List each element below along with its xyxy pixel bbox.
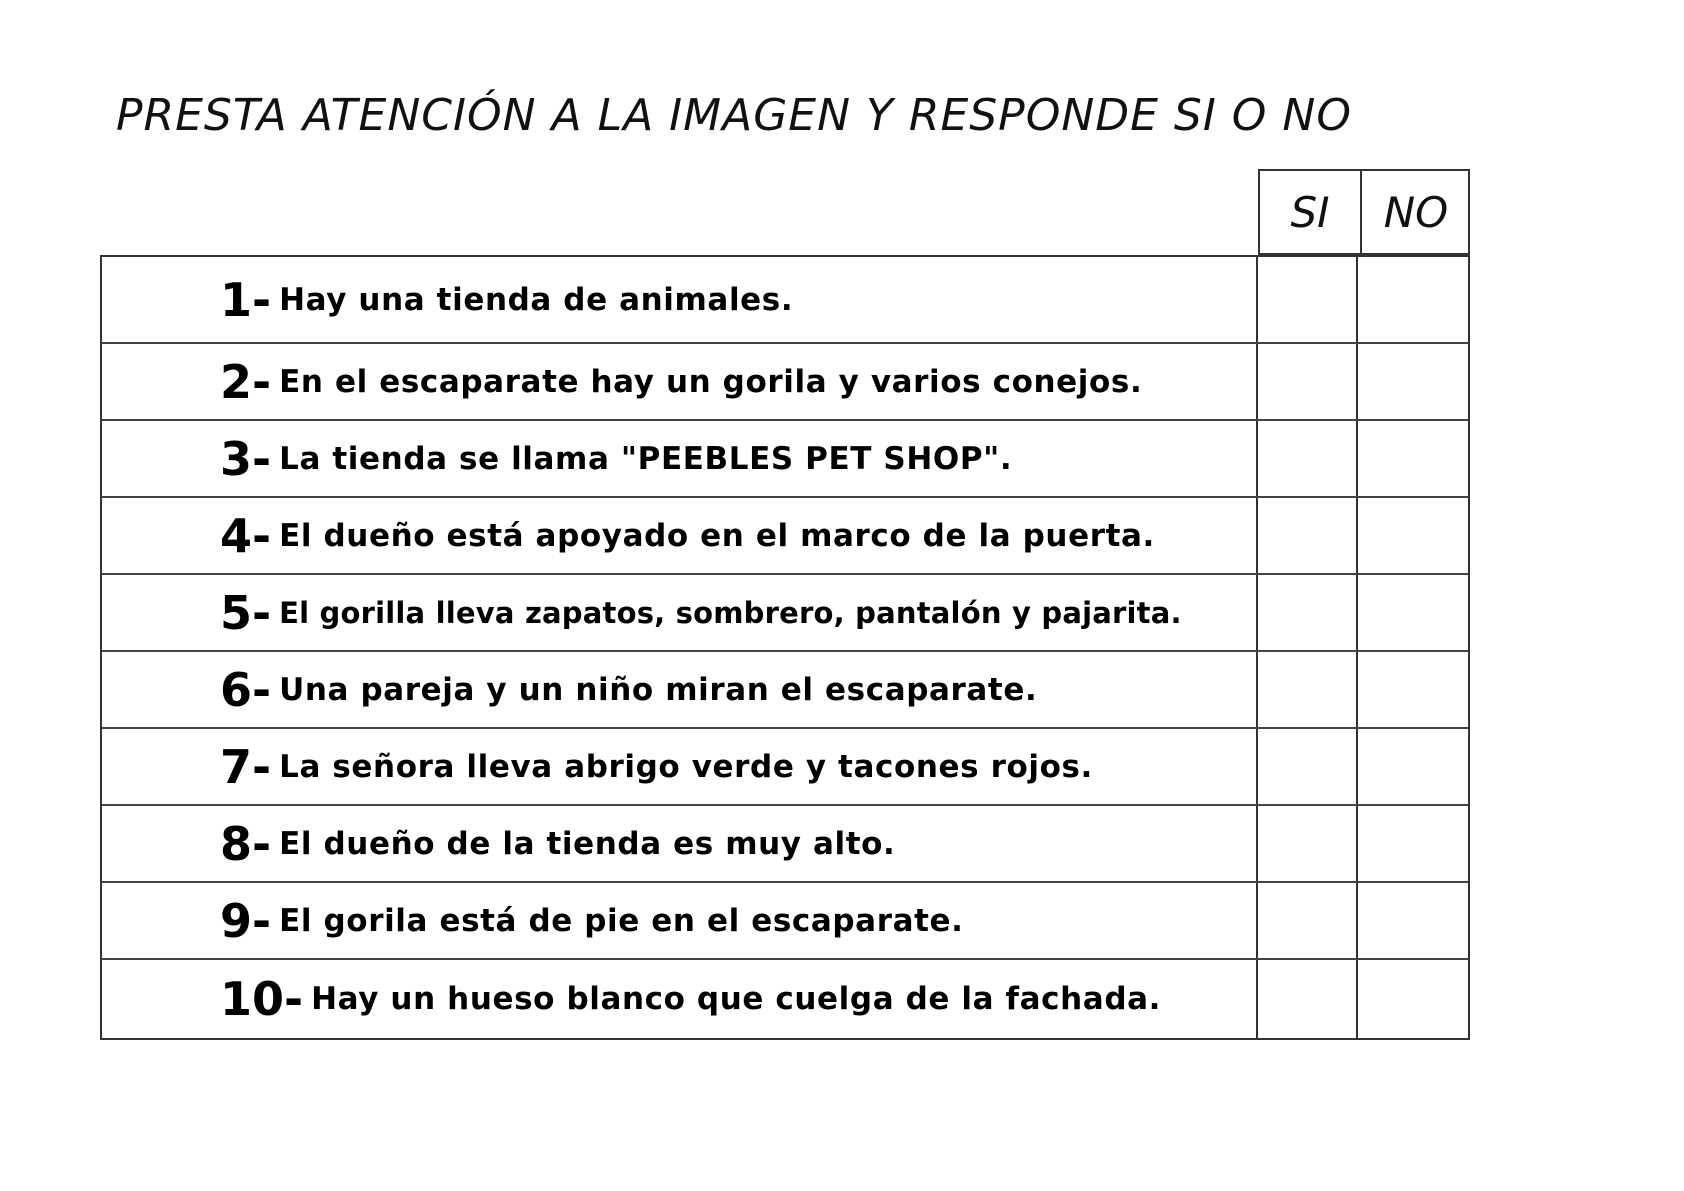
question-cell xyxy=(102,575,1258,650)
question-row-3 xyxy=(102,421,1468,498)
answer-yes-box[interactable] xyxy=(1258,344,1358,419)
answer-yes-box[interactable] xyxy=(1258,575,1358,650)
answer-no-box[interactable] xyxy=(1358,421,1468,496)
question-row-4 xyxy=(102,498,1468,575)
question-text: El dueño de la tienda es muy alto. xyxy=(279,825,896,862)
answer-yes-box[interactable] xyxy=(1258,729,1358,804)
question-text: Hay un hueso blanco que cuelga de la fachada. xyxy=(311,981,1162,1017)
question-number: 2- xyxy=(220,354,272,409)
question-cell xyxy=(102,806,1258,881)
question-number: 3- xyxy=(220,431,272,486)
question-row-5 xyxy=(102,575,1468,652)
answer-no-box[interactable] xyxy=(1358,344,1468,419)
answer-no-box[interactable] xyxy=(1358,575,1468,650)
question-cell xyxy=(102,883,1258,958)
question-number: 9- xyxy=(220,893,272,948)
question-number: 1- xyxy=(220,272,272,327)
yes-column-label: SI xyxy=(1260,171,1362,253)
question-row-1 xyxy=(102,257,1468,344)
question-text: El gorilla lleva zapatos, sombrero, pantalón y pajarita. xyxy=(279,595,1182,630)
answer-yes-box[interactable] xyxy=(1258,421,1358,496)
question-number: 8- xyxy=(220,816,272,871)
question-number: 10- xyxy=(220,972,304,1026)
answer-yes-box[interactable] xyxy=(1258,960,1358,1038)
question-text: El gorila está de pie en el escaparate. xyxy=(279,902,964,939)
answer-yes-box[interactable] xyxy=(1258,806,1358,881)
question-cell xyxy=(102,421,1258,496)
answer-yes-box[interactable] xyxy=(1258,883,1358,958)
question-text: El dueño está apoyado en el marco de la puerta. xyxy=(279,517,1155,554)
question-text: Una pareja y un niño miran el escaparate. xyxy=(279,671,1038,708)
question-row-10 xyxy=(102,960,1468,1038)
question-number: 5- xyxy=(220,585,272,640)
answer-no-box[interactable] xyxy=(1358,806,1468,881)
question-number: 7- xyxy=(220,739,272,794)
question-cell xyxy=(102,344,1258,419)
answer-no-box[interactable] xyxy=(1358,652,1468,727)
question-row-8 xyxy=(102,806,1468,883)
answer-no-box[interactable] xyxy=(1358,498,1468,573)
question-number: 6- xyxy=(220,662,272,717)
question-cell xyxy=(102,498,1258,573)
question-row-7 xyxy=(102,729,1468,806)
question-cell xyxy=(102,729,1258,804)
question-number: 4- xyxy=(220,508,272,563)
page-title: PRESTA ATENCIÓN A LA IMAGEN Y RESPONDE SI O NO xyxy=(116,90,1352,141)
questions-table xyxy=(100,255,1470,1040)
answer-no-box[interactable] xyxy=(1358,257,1468,342)
question-row-2 xyxy=(102,344,1468,421)
question-cell xyxy=(102,960,1258,1038)
answer-no-box[interactable] xyxy=(1358,960,1468,1038)
no-column-label: NO xyxy=(1383,187,1449,237)
question-row-6 xyxy=(102,652,1468,729)
question-cell xyxy=(102,652,1258,727)
answer-yes-box[interactable] xyxy=(1258,257,1358,342)
question-cell xyxy=(102,257,1258,342)
question-text: La señora lleva abrigo verde y tacones rojos. xyxy=(279,748,1093,785)
question-text: Hay una tienda de animales. xyxy=(279,281,794,318)
answer-no-box[interactable] xyxy=(1358,729,1468,804)
question-text: En el escaparate hay un gorila y varios conejos. xyxy=(279,363,1143,400)
answer-no-box[interactable] xyxy=(1358,883,1468,958)
answer-column-header xyxy=(1258,169,1470,255)
answer-yes-box[interactable] xyxy=(1258,652,1358,727)
answer-yes-box[interactable] xyxy=(1258,498,1358,573)
question-row-9 xyxy=(102,883,1468,960)
question-text: La tienda se llama "PEEBLES PET SHOP". xyxy=(279,440,1013,477)
